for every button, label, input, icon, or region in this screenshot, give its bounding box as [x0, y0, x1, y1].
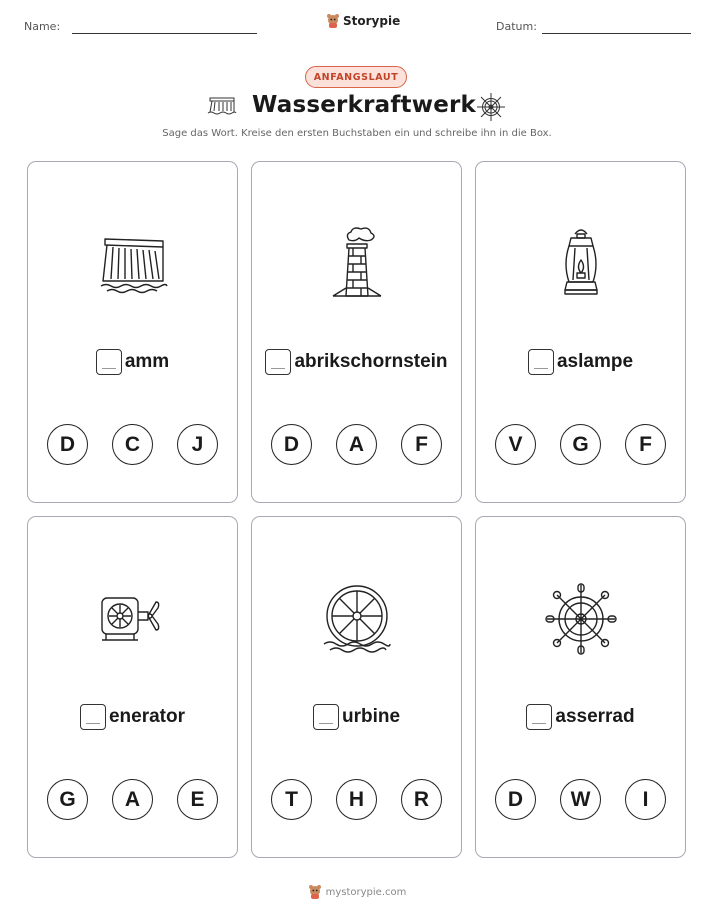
word-ending: urbine	[341, 706, 401, 727]
letter-option[interactable]: D	[495, 779, 536, 820]
letter-box[interactable]	[313, 704, 339, 730]
letter-option[interactable]: G	[560, 424, 601, 465]
word-card	[27, 516, 238, 858]
letter-option[interactable]: H	[336, 779, 377, 820]
letter-box[interactable]	[96, 349, 122, 375]
letter-option[interactable]: W	[560, 779, 601, 820]
chimney-icon	[252, 220, 461, 308]
letter-option[interactable]: G	[47, 779, 88, 820]
letter-option[interactable]: C	[112, 424, 153, 465]
word-ending: amm	[124, 351, 170, 372]
word-card	[475, 516, 686, 858]
letter-option[interactable]: F	[625, 424, 666, 465]
letter-option[interactable]: V	[495, 424, 536, 465]
letter-box[interactable]	[80, 704, 106, 730]
word-card	[251, 161, 462, 503]
letter-option[interactable]: F	[401, 424, 442, 465]
letter-option[interactable]: E	[177, 779, 218, 820]
letter-option[interactable]: T	[271, 779, 312, 820]
letter-box[interactable]	[526, 704, 552, 730]
letter-option[interactable]: A	[112, 779, 153, 820]
instructions: Sage das Wort. Kreise den ersten Buchstaben ein und schreibe ihn in die Box.	[162, 128, 552, 139]
lantern-icon	[476, 220, 685, 308]
word-ending: aslampe	[556, 351, 634, 372]
footer-url[interactable]: mystorypie.com	[325, 886, 407, 898]
letter-option[interactable]: A	[336, 424, 377, 465]
letter-option[interactable]: J	[177, 424, 218, 465]
name-label: Name:	[24, 20, 61, 33]
category-badge: ANFANGSLAUT	[305, 66, 407, 88]
ship-wheel-icon	[476, 92, 506, 122]
page-title: Wasserkraftwerk	[252, 92, 477, 118]
brand-name: Storypie	[343, 14, 401, 28]
bear-icon	[308, 884, 322, 900]
dam-icon	[28, 220, 237, 308]
letter-box[interactable]	[265, 349, 291, 375]
word-card	[475, 161, 686, 503]
bear-icon	[326, 13, 340, 29]
ship-wheel-icon	[476, 575, 685, 663]
water-wheel-icon	[252, 575, 461, 663]
letter-option[interactable]: D	[271, 424, 312, 465]
letter-option[interactable]: D	[47, 424, 88, 465]
generator-icon	[28, 575, 237, 663]
word-ending: enerator	[108, 706, 186, 727]
dam-icon	[207, 94, 237, 116]
word-ending: asserrad	[555, 706, 635, 727]
date-field[interactable]	[542, 33, 691, 34]
footer	[0, 884, 714, 900]
word-ending: abrikschornstein	[294, 351, 448, 372]
letter-box[interactable]	[528, 349, 554, 375]
date-label: Datum:	[496, 20, 537, 33]
letter-option[interactable]: R	[401, 779, 442, 820]
word-card	[251, 516, 462, 858]
letter-option[interactable]: I	[625, 779, 666, 820]
brand-logo	[326, 13, 400, 29]
name-field[interactable]	[72, 33, 257, 34]
word-card	[27, 161, 238, 503]
